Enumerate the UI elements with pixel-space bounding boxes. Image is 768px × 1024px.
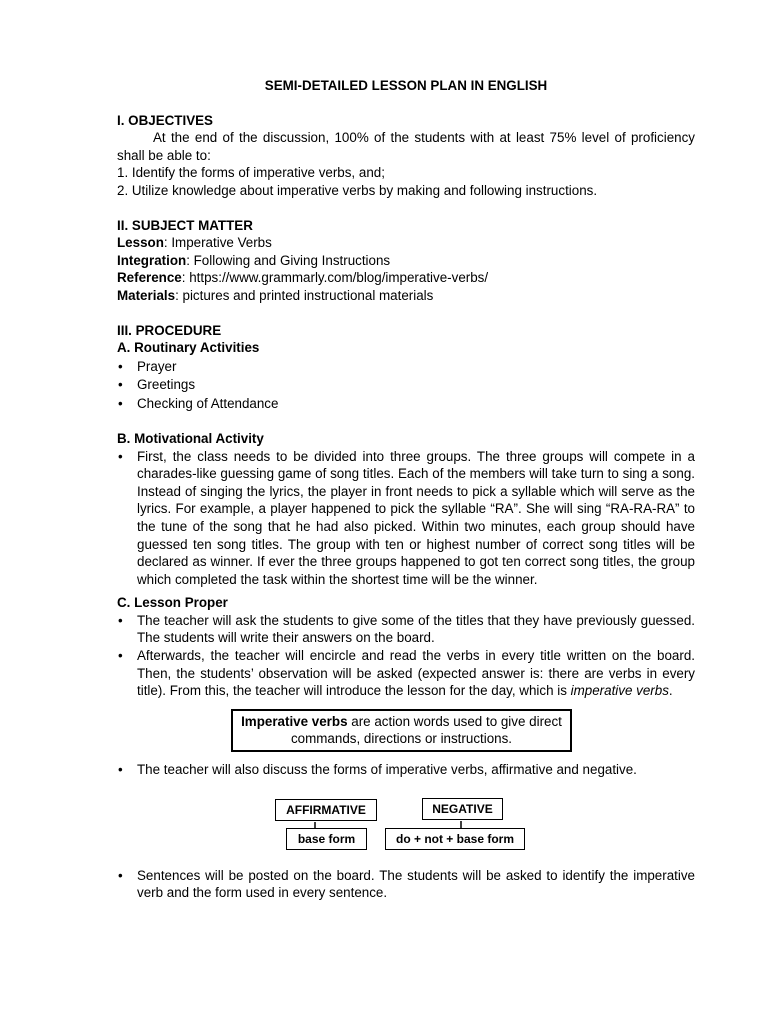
reference-value: : https://www.grammarly.com/blog/imperative-verbs/ xyxy=(181,270,489,286)
base-form-box: base form xyxy=(286,828,367,850)
item-text: Afterwards, the teacher will encircle and read the verbs in every title written on the board. Then, the students’ observation will be asked (expected answer is: there are verbs in every title). From this, the teacher will introduce the lesson for the day, which is xyxy=(137,648,695,699)
list-item: • Afterwards, the teacher will encircle and read the verbs in every title written on the board. Then, the students’ observation will be asked (expected answer is: there are verbs in every title). From this, the teacher will introduce the lesson for the day, which is imperative verbs. xyxy=(118,648,695,699)
motivational-heading: B. Motivational Activity xyxy=(117,430,264,446)
list-item: • The teacher will ask the students to give some of the titles that they have previously guessed. The students will write their answers on the board. xyxy=(118,612,695,646)
lesson-proper-heading: C. Lesson Proper xyxy=(117,595,228,611)
negative-form-box: do + not + base form xyxy=(385,828,525,850)
subject-matter-heading: II. SUBJECT MATTER xyxy=(117,217,253,233)
materials-label: Materials xyxy=(117,287,176,303)
lesson-line xyxy=(117,234,695,252)
verb-forms-diagram xyxy=(117,785,695,859)
affirmative-label: AFFIRMATIVE xyxy=(275,799,377,821)
lesson-proper-item: The teacher will ask the students to give some of the titles that they have previously guessed. The students will write their answers on the board. xyxy=(137,612,695,646)
integration-value: : Following and Giving Instructions xyxy=(186,252,391,268)
objective-item: 2. Utilize knowledge about imperative verbs by making and following instructions. xyxy=(117,182,598,198)
document-title: SEMI-DETAILED LESSON PLAN IN ENGLISH xyxy=(264,78,548,93)
motivational-text: First, the class needs to be divided into three groups. The three groups will compete in a charades-like guessing game of song titles. Each of the members will take turn to sing a song. Instead of singing the lyrics, the player in front needs to pick a syllable which will serve as the lyrics. For example, a player happened to pick the syllable “RA”. She will sing “RA-RA-RA” to the tune of the song that he had also picked. Within two minutes, each group should have guessed ten song titles. The group with ten or highest number of correct song titles will be declared as winner. If ever the three groups happened to got ten correct song titles, the group which completed the task within the shortest time will be the winner. xyxy=(137,448,695,587)
list-item: • Greetings xyxy=(118,377,196,393)
objective-item: 1. Identify the forms of imperative verbs, and; xyxy=(117,165,385,181)
lesson-proper-list-2 xyxy=(118,761,695,779)
item-text-end: . xyxy=(668,683,673,699)
list-item-text: Greetings xyxy=(137,377,196,393)
list-item-text: Prayer xyxy=(137,358,177,374)
definition-box xyxy=(231,709,572,752)
lesson-value: : Imperative Verbs xyxy=(163,235,272,251)
list-item: • Checking of Attendance xyxy=(118,395,279,411)
definition-text: are action words used to give direct commands, directions or instructions. xyxy=(290,713,562,747)
routinary-list xyxy=(118,357,695,413)
objectives-intro: At the end of the discussion, 100% of the students with at least 75% level of proficiency shall be able to: xyxy=(117,130,695,163)
list-item: • The teacher will also discuss the forms of imperative verbs, affirmative and negative. xyxy=(118,761,695,779)
integration-label: Integration xyxy=(117,252,187,268)
routinary-heading: A. Routinary Activities xyxy=(117,340,260,356)
reference-label: Reference xyxy=(117,270,182,286)
list-item-text: Checking of Attendance xyxy=(137,395,279,411)
reference-line xyxy=(117,269,695,287)
item-emphasis: imperative verbs xyxy=(570,683,669,699)
materials-value: : pictures and printed instructional materials xyxy=(175,287,434,303)
materials-line xyxy=(117,287,695,305)
lesson-proper-list-3 xyxy=(118,867,695,902)
document-body xyxy=(117,77,695,902)
list-item: • First, the class needs to be divided into three groups. The three groups will compete in a charades-like guessing game of song titles. Each of the members will take turn to sing a song. Instead of singing the lyrics, the player in front needs to pick a syllable which will serve as the lyrics. For example, a player happened to pick the syllable “RA”. She will sing “RA-RA-RA” to the tune of the song that he had also picked. Within two minutes, each group should have guessed ten song titles. The group with ten or highest number of correct song titles will be declared as winner. If ever the three groups happened to got ten correct song titles, the group which completed the task within the shortest time will be the winner. xyxy=(118,448,695,587)
lesson-proper-item: The teacher will also discuss the forms of imperative verbs, affirmative and negative. xyxy=(137,762,637,778)
lesson-proper-item xyxy=(137,647,695,700)
motivational-list xyxy=(118,448,695,589)
lesson-proper-list xyxy=(118,612,695,700)
list-item: • Prayer xyxy=(118,358,177,374)
lesson-label: Lesson xyxy=(117,235,164,251)
objectives-heading: I. OBJECTIVES xyxy=(117,112,213,128)
definition-term: Imperative verbs xyxy=(241,713,348,729)
procedure-heading: III. PROCEDURE xyxy=(117,322,222,338)
lesson-proper-item: Sentences will be posted on the board. The students will be asked to identify the imperative verb and the form used in every sentence. xyxy=(137,867,695,901)
integration-line xyxy=(117,252,695,270)
negative-label: NEGATIVE xyxy=(422,798,503,820)
list-item: • Sentences will be posted on the board. The students will be asked to identify the imperative verb and the form used in every sentence. xyxy=(118,867,695,901)
